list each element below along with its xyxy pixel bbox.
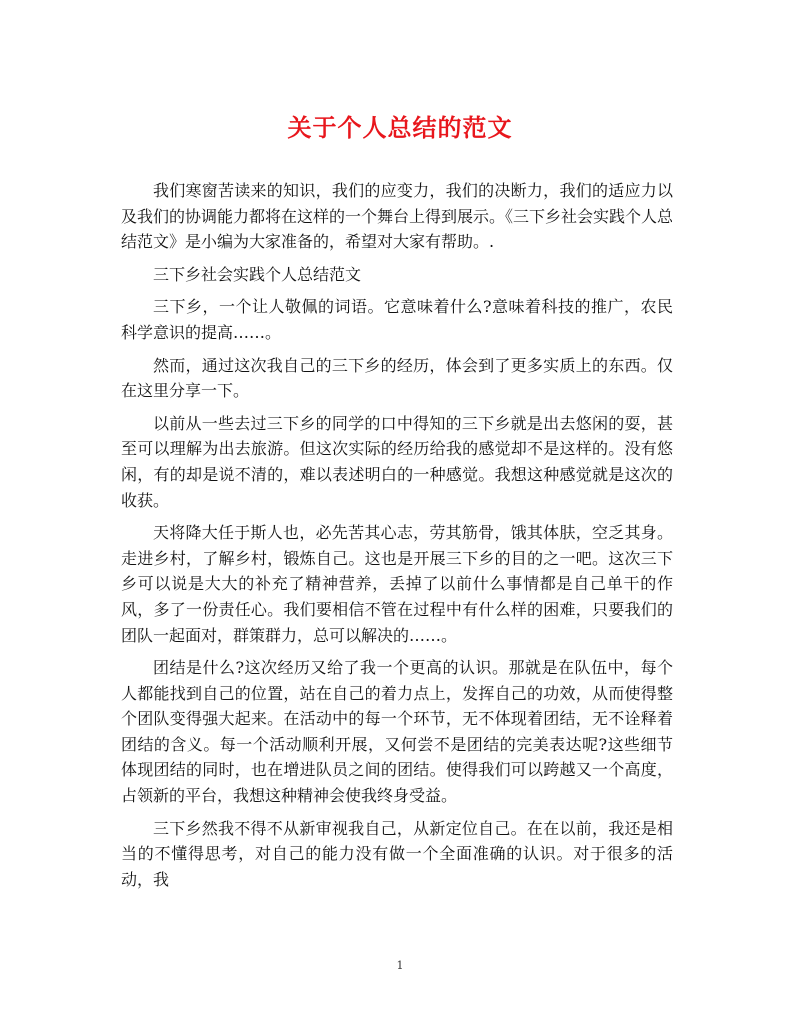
paragraph-subtitle: 三下乡社会实践个人总结范文 [153,264,362,284]
paragraph-2: 然而，通过这次我自己的三下乡的经历，体会到了更多实质上的东西。仅在这里分享一下。 [121,355,673,401]
document-title: 关于个人总结的范文 [287,113,513,142]
paragraph-4: 天将降大任于斯人也，必先苦其心志，劳其筋骨，饿其体肤，空乏其身。走进乡村，了解乡村，锻炼自己。这也是开展三下乡的目的之一吧。这次三下乡可以说是大大的补充了精神营养，丢掉了以前什么事情都是自己单干的作风，多了一份责任心。我们要相信不管在过程中有什么样的困难，只要我们的团队一起面对，群策群力，总可以解决的……。 [121,523,673,645]
paragraph-1: 三下乡，一个让人敬佩的词语。它意味着什么?意味着科技的推广，农民科学意识的提高……。 [121,297,673,342]
paragraph-3: 以前从一些去过三下乡的同学的口中得知的三下乡就是出去悠闲的耍，甚至可以理解为出去旅游。但这次实际的经历给我的感觉却不是这样的。没有悠闲，有的却是说不清的，难以表述明白的一种感觉。我想这种感觉就是这次的收获。 [121,413,673,510]
page-number: 1 [396,959,404,972]
paragraph-5: 团结是什么?这次经历又给了我一个更高的认识。那就是在队伍中，每个人都能找到自己的位置，站在自己的着力点上，发挥自己的功效，从而使得整个团队变得强大起来。在活动中的每一个环节，无不体现着团结，无不诠释着团结的含义。每一个活动顺利开展，又何尝不是团结的完美表达呢?这些细节体现团结的同时，也在增进队员之间的团结。使得我们可以跨越又一个高度，占领新的平台，我想这种精神会使我终身受益。 [121,658,673,806]
document-body [121,178,673,899]
paragraph-6: 三下乡然我不得不从新审视我自己，从新定位自己。在在以前，我还是相当的不懂得思考，对自己的能力没有做一个全面准确的认识。对于很多的活动，我 [121,818,673,889]
paragraph-intro: 我们寒窗苦读来的知识，我们的应变力，我们的决断力，我们的适应力以及我们的协调能力都将在这样的一个舞台上得到展示。《三下乡社会实践个人总结范文》是小编为大家准备的，希望对大家有帮助。. [121,181,674,252]
